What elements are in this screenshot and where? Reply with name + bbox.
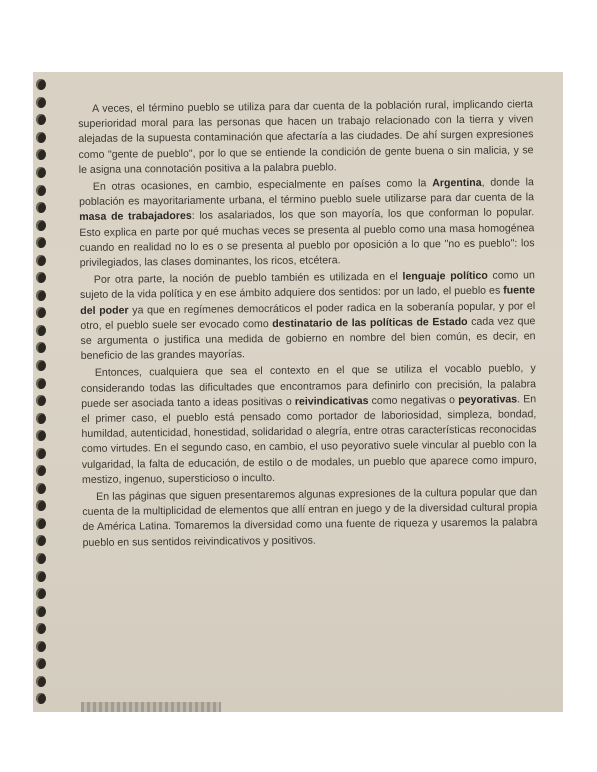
text-run: como negativas o bbox=[368, 393, 459, 407]
spiral-ring bbox=[36, 378, 46, 389]
spiral-ring bbox=[36, 290, 46, 301]
spiral-ring bbox=[36, 413, 46, 424]
spiral-ring bbox=[36, 606, 46, 617]
spiral-ring bbox=[36, 535, 46, 546]
spiral-ring bbox=[36, 360, 46, 371]
bold-term: destinatario de las políticas de Estado bbox=[272, 315, 468, 330]
bold-term: masa de trabajadores bbox=[79, 210, 192, 224]
spiral-ring bbox=[36, 307, 46, 318]
text-run: : los asalariados, los que son mayoría, los que conforman lo popular. Esto explica en parte por qué muchas veces se presenta al pueblo como una masa homogénea cuando en realidad no lo es o se presenta al pueblo por oposición a lo que "no es pueblo": los privilegiados, las clases dominantes, los ricos, etcétera. bbox=[79, 206, 535, 270]
paragraph bbox=[82, 485, 538, 551]
bold-term: reivindicativas bbox=[294, 394, 369, 408]
text-run: En otras ocasiones, en cambio, especialmente en países como la bbox=[92, 177, 433, 193]
spiral-ring bbox=[36, 272, 46, 283]
spiral-ring bbox=[36, 237, 46, 248]
spiral-ring bbox=[36, 676, 46, 687]
paragraph bbox=[80, 268, 536, 364]
paragraph bbox=[78, 97, 534, 178]
spiral-ring bbox=[36, 149, 46, 160]
text-run: como un sujeto de la vida política y en ese ámbito adquiere dos sentidos: por un lado, el pueblo es bbox=[79, 269, 535, 302]
spiral-ring bbox=[36, 114, 46, 125]
paragraph bbox=[81, 362, 537, 488]
spiral-ring bbox=[36, 325, 46, 336]
spiral-binding bbox=[33, 72, 49, 712]
image-edge-strip bbox=[81, 702, 221, 712]
body-text bbox=[78, 97, 538, 553]
spiral-ring bbox=[36, 571, 46, 582]
spiral-ring bbox=[36, 500, 46, 511]
text-run: Entonces, cualquiera que sea el contexto en el que se utiliza el vocablo pueblo, y considerando todas las dificultades que encontramos para definirlo con precisión, la palabra puede ser asociada tanto a ideas positivas o bbox=[80, 362, 537, 410]
spiral-ring bbox=[36, 588, 46, 599]
spiral-ring bbox=[36, 185, 46, 196]
bold-term: Argentina bbox=[432, 176, 482, 190]
bold-term: peyorativas bbox=[458, 393, 518, 406]
spiral-ring bbox=[36, 395, 46, 406]
spiral-ring bbox=[36, 79, 46, 90]
spiral-ring bbox=[36, 167, 46, 178]
text-run: cada vez que se argumenta o justifica una medida de gobierno en nombre del bien común, es decir, en beneficio de las grandes mayorías. bbox=[80, 315, 536, 363]
spiral-ring bbox=[36, 132, 46, 143]
paragraph bbox=[79, 175, 535, 271]
spiral-ring bbox=[36, 465, 46, 476]
spiral-ring bbox=[36, 430, 46, 441]
spiral-ring bbox=[36, 220, 46, 231]
spiral-ring bbox=[36, 641, 46, 652]
spiral-ring bbox=[36, 518, 46, 529]
spiral-ring bbox=[36, 202, 46, 213]
spiral-ring bbox=[36, 693, 46, 704]
text-run: Por otra parte, la noción de pueblo también es utilizada en el bbox=[93, 270, 403, 287]
text-run: A veces, el término pueblo se utiliza para dar cuenta de la población rural, implicando cierta superioridad moral para las personas que hacen un trabajo relacionado con la tierra y viven alejadas de la supuesta contaminación que afectaría a las ciudades. De ahí surgen expresiones como "gente de pueblo", por lo que se entiende la condición de gente buena o sin malicia, y se le asigna una connotación positiva a la palabra pueblo. bbox=[78, 98, 534, 176]
bold-term: fuente del poder bbox=[80, 284, 536, 317]
spiral-ring bbox=[36, 623, 46, 634]
spiral-ring bbox=[36, 97, 46, 108]
spiral-ring bbox=[36, 658, 46, 669]
spiral-ring bbox=[36, 483, 46, 494]
spiral-ring bbox=[36, 342, 46, 353]
spiral-ring bbox=[36, 448, 46, 459]
text-run: En las páginas que siguen presentaremos algunas expresiones de la cultura popular que dan cuenta de la multiplicidad de elementos que allí entran en juego y de la diversidad cultural propia de América Latina. Tomaremos la diversidad como una fuente de riqueza y usaremos la palabra pueblo en sus sentidos reivindicativos y positivos. bbox=[82, 486, 538, 549]
spiral-ring bbox=[36, 255, 46, 266]
text-run: ya que en regímenes democráticos el poder radica en la soberanía popular, y por el otro, el pueblo suele ser evocado como bbox=[80, 299, 536, 332]
bold-term: lenguaje político bbox=[402, 269, 488, 283]
book-page bbox=[33, 72, 563, 712]
spiral-ring bbox=[36, 553, 46, 564]
text-run: , donde la población es mayoritariamente urbana, el término pueblo suele utilizarse para dar cuenta de la bbox=[78, 176, 535, 209]
text-run: . En el primer caso, el pueblo está pensado como portador de laboriosidad, simpleza, bondad, humildad, autenticidad, honestidad, solidaridad o alegría, entre otras características reconocidas como virtudes. En el segundo caso, en cambio, el uso peyorativo suele vincular al pueblo con la vulgaridad, la falta de educación, de estilo o de modales, un pueblo que aparece como impuro, mestizo, ingenuo, supersticioso o inculto. bbox=[81, 393, 537, 486]
